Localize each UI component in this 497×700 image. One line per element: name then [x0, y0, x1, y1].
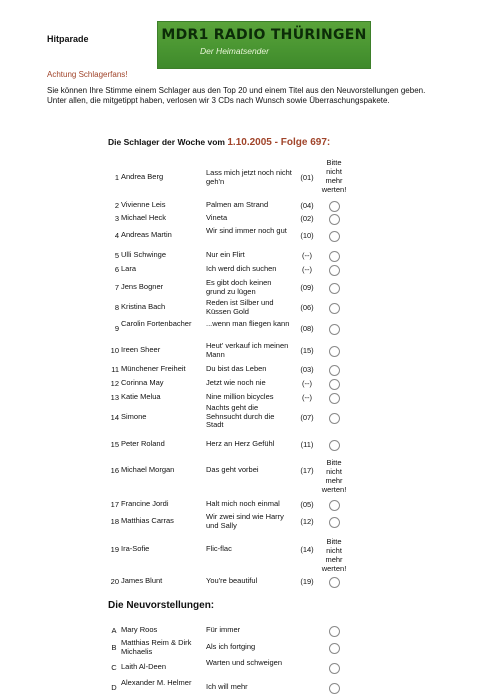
chart-song-title: Halt mich noch einmal — [206, 499, 280, 508]
intro-line-prizes: Unter allen, die mitgetippt haben, verlosen wir 3 CDs nach Wunsch sowie Überraschungspakete. — [47, 95, 390, 105]
chart-previous-position: (15) — [300, 346, 314, 355]
new-release-artist: Laith Al-Deen — [121, 662, 167, 671]
vote-radio[interactable] — [329, 231, 340, 242]
chart-song-title: Heut' verkauf ich meinen Mann — [206, 341, 289, 359]
chart-song-title: Herz an Herz Gefühl — [206, 439, 275, 448]
chart-song-title: Flic-flac — [206, 544, 232, 553]
chart-artist: Ira-Sofie — [121, 544, 150, 553]
chart-artist: Katie Melua — [121, 392, 161, 401]
vote-radio[interactable] — [329, 303, 340, 314]
chart-artist: Carolin Fortenbacher — [121, 319, 192, 328]
chart-artist: Münchener Freiheit — [121, 364, 186, 373]
chart-rank: 15 — [110, 440, 119, 449]
new-release-letter: C — [111, 663, 117, 672]
vote-closed-note: Bitte nicht mehr werten! — [321, 458, 347, 494]
chart-previous-position: (--) — [302, 393, 312, 402]
chart-artist: Francine Jordi — [121, 499, 169, 508]
chart-artist: Andreas Martin — [121, 230, 172, 239]
vote-radio[interactable] — [329, 413, 340, 424]
vote-radio[interactable] — [329, 265, 340, 276]
chart-artist: Andrea Berg — [121, 172, 164, 181]
vote-closed-note: Bitte nicht mehr werten! — [321, 158, 347, 194]
chart-rank: 6 — [114, 265, 119, 274]
chart-artist: Lara — [121, 264, 137, 273]
vote-radio[interactable] — [329, 643, 340, 654]
chart-song-title: Jetzt wie noch nie — [206, 378, 266, 387]
chart-previous-position: (--) — [302, 265, 312, 274]
chart-artist: Kristina Bach — [121, 302, 166, 311]
chart-previous-position: (14) — [300, 545, 314, 554]
page-title: Hitparade — [47, 34, 89, 44]
chart-song-title: Es gibt doch keinen grund zu lügen — [206, 278, 272, 296]
chart-previous-position: (--) — [302, 379, 312, 388]
vote-radio[interactable] — [329, 365, 340, 376]
chart-rank: 3 — [114, 214, 119, 223]
chart-rank: 19 — [110, 545, 119, 554]
chart-artist: Jens Bogner — [121, 282, 164, 291]
chart-song-title: Das geht vorbei — [206, 465, 259, 474]
vote-radio[interactable] — [329, 251, 340, 262]
new-release-artist: Mary Roos — [121, 625, 158, 634]
chart-rank: 17 — [110, 500, 119, 509]
radio-logo-banner — [157, 21, 371, 69]
chart-rank: 20 — [110, 577, 119, 586]
vote-radio[interactable] — [329, 517, 340, 528]
chart-previous-position: (01) — [300, 173, 314, 182]
brand-slogan: Der Heimatsender — [200, 46, 269, 56]
chart-previous-position: (09) — [300, 283, 314, 292]
new-release-letter: B — [111, 643, 117, 652]
chart-song-title: Nachts geht die Sehnsucht durch die Stadt — [206, 403, 275, 429]
chart-artist: Corinna May — [121, 378, 164, 387]
chart-artist: Vivienne Leis — [121, 200, 166, 209]
new-release-title: Warten und schweigen — [206, 658, 283, 667]
intro-line-voting: Sie können Ihre Stimme einem Schlager aus den Top 20 und einem Titel aus den Neuvorstellungen geben. — [47, 86, 426, 95]
chart-song-title: Nur ein Flirt — [206, 250, 245, 259]
chart-song-title: Palmen am Strand — [206, 200, 269, 209]
vote-radio[interactable] — [329, 324, 340, 335]
chart-artist: Michael Heck — [121, 213, 167, 222]
chart-song-title: Du bist das Leben — [206, 364, 267, 373]
chart-previous-position: (04) — [300, 201, 314, 210]
chart-rank: 16 — [110, 466, 119, 475]
chart-previous-position: (19) — [300, 577, 314, 586]
brand-name: MDR1 RADIO THÜRINGEN — [161, 27, 367, 43]
vote-radio[interactable] — [329, 214, 340, 225]
new-release-artist: Matthias Reim & Dirk Michaelis — [121, 638, 192, 656]
vote-radio[interactable] — [329, 346, 340, 357]
chart-artist: Ulli Schwinge — [121, 250, 167, 259]
chart-rank: 13 — [110, 393, 119, 402]
new-release-letter: A — [111, 626, 117, 635]
chart-week-date: 1.10.2005 - Folge 697: — [227, 137, 331, 148]
chart-song-title: ...wenn man fliegen kann — [206, 319, 290, 328]
vote-radio[interactable] — [329, 663, 340, 674]
chart-artist: Simone — [121, 412, 147, 421]
new-release-title: Ich will mehr — [206, 682, 248, 691]
vote-radio[interactable] — [329, 201, 340, 212]
chart-rank: 12 — [110, 379, 119, 388]
chart-song-title: Nine million bicycles — [206, 392, 274, 401]
new-release-title: Als ich fortging — [206, 642, 256, 651]
chart-song-title: Wir sind immer noch gut — [206, 226, 287, 235]
vote-radio[interactable] — [329, 379, 340, 390]
chart-song-title: Vineta — [206, 213, 228, 222]
vote-radio[interactable] — [329, 393, 340, 404]
chart-rank: 18 — [110, 517, 119, 526]
chart-previous-position: (06) — [300, 303, 314, 312]
chart-song-title: Ich werd dich suchen — [206, 264, 277, 273]
vote-radio[interactable] — [329, 500, 340, 511]
vote-radio[interactable] — [329, 440, 340, 451]
chart-rank: 14 — [110, 413, 119, 422]
chart-previous-position: (10) — [300, 231, 314, 240]
chart-artist: Peter Roland — [121, 439, 165, 448]
new-releases-heading: Die Neuvorstellungen: — [108, 600, 215, 611]
vote-radio[interactable] — [329, 683, 340, 694]
chart-week-prefix: Die Schlager der Woche vom — [108, 137, 225, 147]
vote-radio[interactable] — [329, 626, 340, 637]
chart-artist: Matthias Carras — [121, 516, 174, 525]
chart-rank: 9 — [114, 324, 119, 333]
chart-previous-position: (05) — [300, 500, 314, 509]
chart-rank: 7 — [114, 283, 119, 292]
chart-artist: Ireen Sheer — [121, 345, 161, 354]
new-release-title: Für immer — [206, 625, 241, 634]
chart-song-title: Reden ist Silber und Küssen Gold — [206, 298, 274, 316]
chart-rank: 1 — [114, 173, 119, 182]
alert-heading: Achtung Schlagerfans! — [47, 70, 128, 79]
chart-rank: 4 — [114, 231, 119, 240]
chart-song-title: You're beautiful — [206, 576, 258, 585]
chart-previous-position: (08) — [300, 324, 314, 333]
chart-previous-position: (11) — [300, 440, 314, 449]
chart-previous-position: (17) — [300, 466, 314, 475]
chart-rank: 10 — [110, 346, 119, 355]
new-release-letter: D — [111, 683, 117, 692]
chart-previous-position: (03) — [300, 365, 314, 374]
chart-song-title: Lass mich jetzt noch nicht geh'n — [206, 168, 292, 186]
vote-radio[interactable] — [329, 283, 340, 294]
chart-artist: James Blunt — [121, 576, 163, 585]
chart-rank: 8 — [114, 303, 119, 312]
chart-rank: 2 — [114, 201, 119, 210]
chart-previous-position: (02) — [300, 214, 314, 223]
chart-song-title: Wir zwei sind wie Harry und Sally — [206, 512, 284, 530]
vote-radio[interactable] — [329, 577, 340, 588]
chart-rank: 11 — [111, 365, 119, 374]
chart-artist: Michael Morgan — [121, 465, 175, 474]
chart-rank: 5 — [114, 251, 119, 260]
vote-closed-note: Bitte nicht mehr werten! — [321, 537, 347, 573]
intro-text — [47, 86, 447, 105]
chart-week-heading — [108, 137, 330, 148]
chart-previous-position: (07) — [300, 413, 314, 422]
chart-previous-position: (12) — [300, 517, 314, 526]
chart-previous-position: (--) — [302, 251, 312, 260]
new-release-artist: Alexander M. Helmer — [121, 678, 192, 687]
